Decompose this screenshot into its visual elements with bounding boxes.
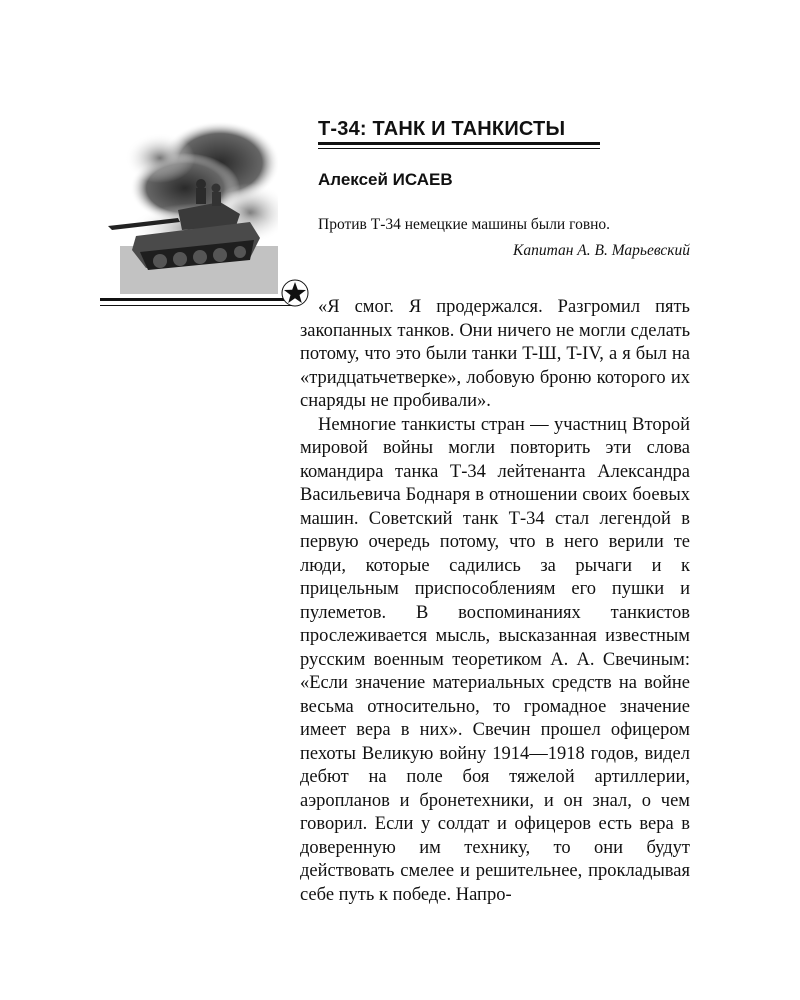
epigraph-quote: Против Т-34 немецкие машины были говно.: [318, 216, 611, 233]
body-paragraph: Немногие танкисты стран — участниц Второй мировой войны могли повторить эти слова командира танка Т-34 лейтенанта Александра Васильевича Боднаря в отношении своих боевых машин. Советский танк Т-34 стал легендой в первую очередь потому, что в него верили те люди, которые садились за рычаги и к прицельным приспособлениям его пушки и пулеметов. В воспоминаниях танкистов прослеживается мысль, высказанная известным русским военным теоретиком А. А. Свечиным: «Если значение материальных средств на войне весьма относительно, то громадное значение имеет вера в них». Свечин прошел офицером пехоты Великую войну 1914—1918 годов, видел дебют на поле боя тяжелой артиллерии, аэропланов и бронетехники, и он знал, о чем говорил. Если у солдат и офицеров есть вера в доверенную им технику, то они будут действовать смелее и решительнее, прокладывая себе путь к победе. Напро-: [300, 414, 690, 905]
tank-photo-icon: [100, 118, 278, 294]
epigraph: [318, 212, 690, 264]
book-title: Т-34: ТАНК И ТАНКИСТЫ: [318, 118, 566, 140]
left-decorative-rule: [100, 296, 298, 309]
tank-photo: [100, 118, 278, 294]
author-name: Алексей ИСАЕВ: [318, 170, 453, 189]
epigraph-attribution: Капитан А. В. Марьевский: [513, 242, 690, 259]
body-text: [300, 296, 690, 907]
title-underline-rule: [318, 142, 600, 152]
body-paragraph: «Я смог. Я продержался. Разгромил пять закопанных танков. Они ничего не могли сделать потому, что это были танки T-Ш, T-IV, а я был на «тридцатьчетверке», лобовую броню которого их снаряды не пробивали».: [300, 297, 690, 411]
